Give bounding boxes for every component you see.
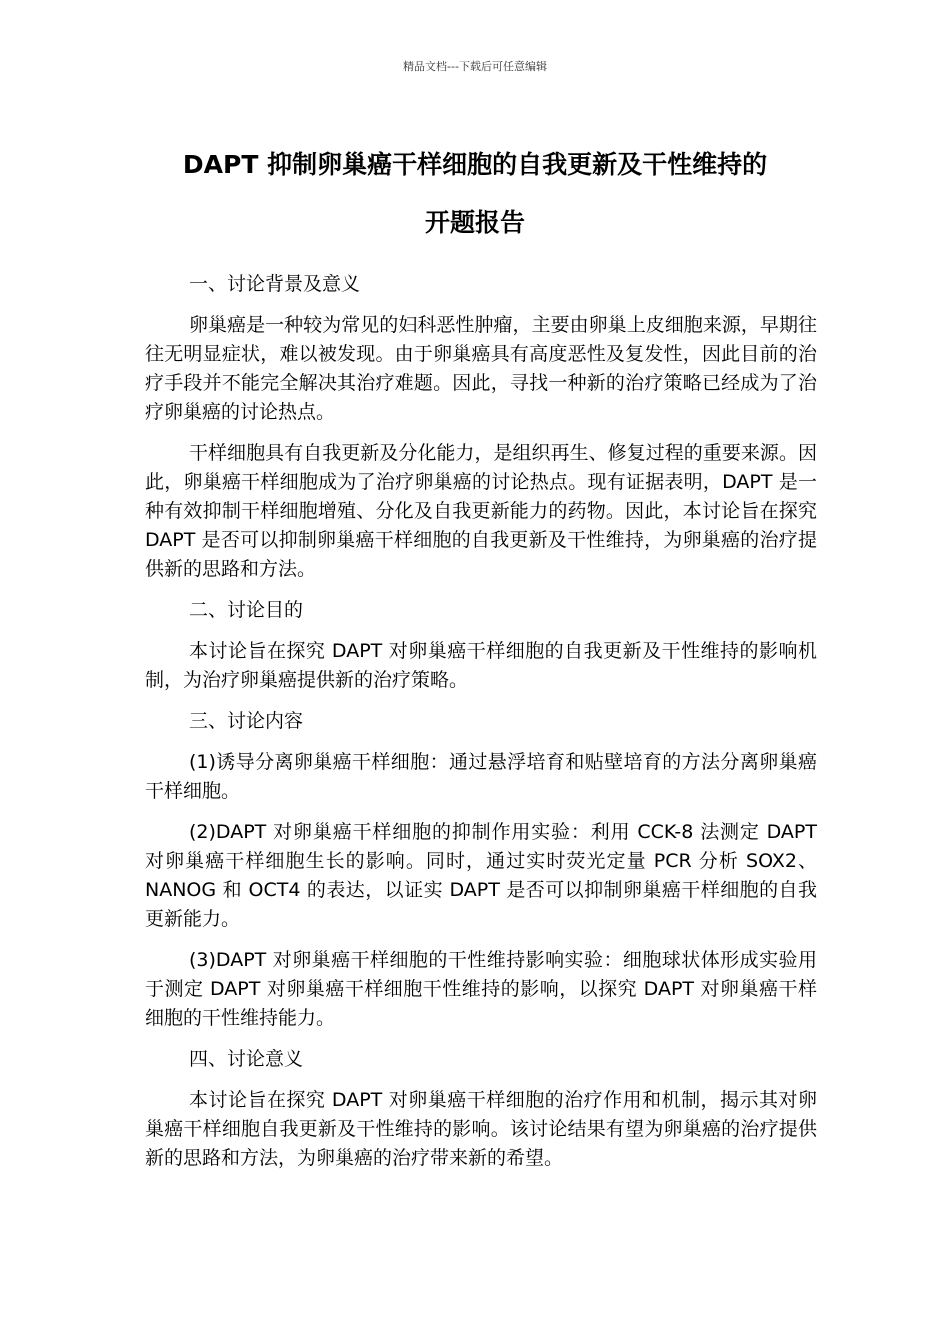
paragraph-significance-1: 本讨论旨在探究 DAPT 对卵巢癌干样细胞的治疗作用和机制，揭示其对卵巢癌干样细胞自我更新及干性维持的影响。该讨论结果有望为卵巢癌的治疗提供新的思路和方法，为卵巢癌的治疗带来新的希望。 bbox=[145, 1089, 817, 1169]
document-title bbox=[140, 136, 810, 252]
section-heading-content: 三、讨论内容 bbox=[189, 710, 304, 732]
paragraph-content-3: (3)DAPT 对卵巢癌干样细胞的干性维持影响实验：细胞球状体形成实验用于测定 DAPT 对卵巢癌干样细胞干性维持的影响，以探究 DAPT 对卵巢癌干样细胞的干性维持能力。 bbox=[145, 949, 817, 1029]
paragraph-content-1: (1)诱导分离卵巢癌干样细胞：通过悬浮培育和贴壁培育的方法分离卵巢癌干样细胞。 bbox=[145, 751, 817, 802]
paragraph-background-1: 卵巢癌是一种较为常见的妇科恶性肿瘤，主要由卵巢上皮细胞来源，早期往往无明显症状，难以被发现。由于卵巢癌具有高度恶性及复发性，因此目前的治疗手段并不能完全解决其治疗难题。因此，寻找一种新的治疗策略已经成为了治疗卵巢癌的讨论热点。 bbox=[145, 314, 817, 423]
paragraph-content-2: (2)DAPT 对卵巢癌干样细胞的抑制作用实验：利用 CCK-8 法测定 DAPT 对卵巢癌干样细胞生长的影响。同时，通过实时荧光定量 PCR 分析 SOX2、NANOG 和 OCT4 的表达，以证实 DAPT 是否可以抑制卵巢癌干样细胞的自我更新能力。 bbox=[145, 821, 817, 930]
document-body bbox=[145, 270, 817, 1185]
section-heading-purpose: 二、讨论目的 bbox=[189, 599, 304, 621]
section-heading-significance: 四、讨论意义 bbox=[189, 1048, 304, 1070]
title-line-1: DAPT 抑制卵巢癌干样细胞的自我更新及干性维持的 bbox=[182, 150, 768, 179]
paragraph-purpose-1: 本讨论旨在探究 DAPT 对卵巢癌干样细胞的自我更新及干性维持的影响机制，为治疗卵巢癌提供新的治疗策略。 bbox=[145, 640, 817, 691]
section-heading-background: 一、讨论背景及意义 bbox=[189, 273, 361, 295]
paragraph-background-2: 干样细胞具有自我更新及分化能力，是组织再生、修复过程的重要来源。因此，卵巢癌干样细胞成为了治疗卵巢癌的讨论热点。现有证据表明，DAPT 是一种有效抑制干样细胞增殖、分化及自我更新能力的药物。因此，本讨论旨在探究 DAPT 是否可以抑制卵巢癌干样细胞的自我更新及干性维持，为卵巢癌的治疗提供新的思路和方法。 bbox=[145, 442, 817, 580]
header-note: 精品文档---下载后可任意编辑 bbox=[403, 60, 547, 73]
title-line-2: 开题报告 bbox=[424, 208, 525, 237]
